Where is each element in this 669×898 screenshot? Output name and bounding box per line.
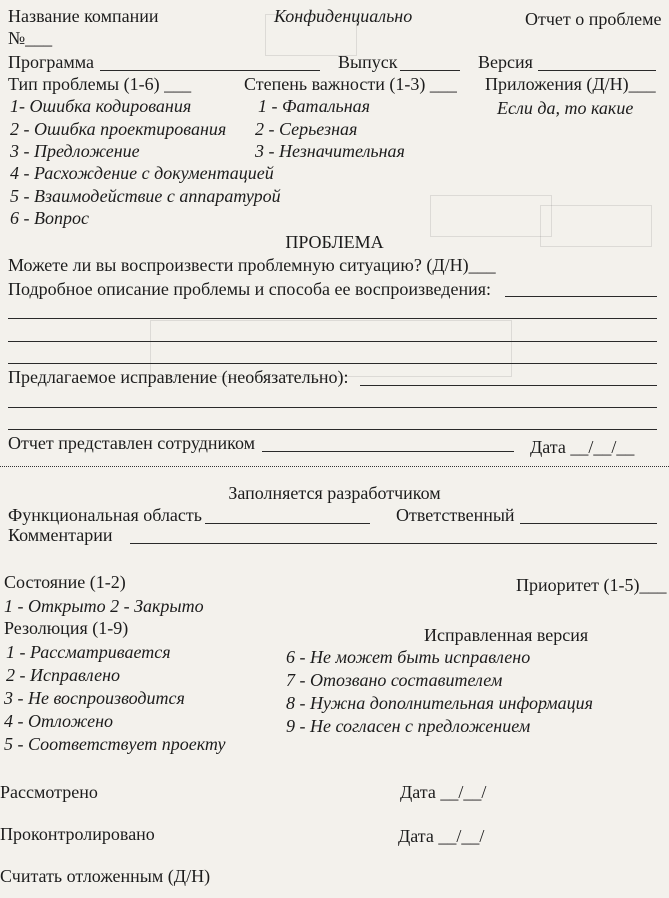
resolution-option: 1 - Рассматривается (6, 642, 171, 662)
problem-type-option: 6 - Вопрос (10, 208, 89, 228)
attachments-note: Если да, то какие (497, 98, 634, 118)
functional-area-label: Функциональная область (8, 505, 202, 525)
responsible-label: Ответственный (396, 505, 515, 525)
state-options: 1 - Открыто 2 - Закрыто (4, 596, 204, 616)
bleed-through-box (430, 195, 552, 237)
resolution-option: 5 - Соответствует проекту (4, 734, 226, 754)
reviewed-label: Рассмотрено (0, 782, 98, 802)
resolution-option: 2 - Исправлено (6, 665, 121, 685)
report-number-label: №___ (8, 28, 53, 48)
description-field-line[interactable] (8, 341, 657, 342)
description-label: Подробное описание проблемы и способа ее воспроизведения: (8, 279, 492, 299)
submitted-by-label: Отчет представлен сотрудником (8, 433, 256, 453)
severity-option: 1 - Фатальная (258, 96, 371, 116)
comments-field[interactable] (130, 543, 657, 544)
functional-area-field[interactable] (205, 523, 370, 524)
reproduce-question: Можете ли вы воспроизвести проблемную ситуацию? (Д/Н)___ (8, 255, 496, 275)
severity-option: 3 - Незначительная (255, 141, 405, 161)
developer-heading: Заполняется разработчиком (228, 483, 441, 503)
resolution-option: 4 - Отложено (4, 711, 114, 731)
description-field-line[interactable] (8, 318, 657, 319)
resolution-option: 3 - Не воспроизводится (4, 688, 185, 708)
checked-label: Проконтролировано (0, 824, 155, 844)
program-label: Программа (8, 52, 95, 72)
confidential-label: Конфиденциально (274, 6, 413, 26)
resolution-option: 6 - Не может быть исправлено (286, 647, 531, 667)
release-label: Выпуск (338, 52, 398, 72)
responsible-field[interactable] (520, 523, 657, 524)
suggested-fix-label: Предлагаемое исправление (необязательно): (8, 367, 349, 387)
company-name-label: Название компании (8, 6, 159, 26)
state-label: Состояние (1-2) (4, 572, 126, 592)
version-field[interactable] (538, 70, 656, 71)
submitted-date: Дата __/__/__ (530, 437, 635, 457)
problem-type-option: 4 - Расхождение с документацией (10, 163, 274, 183)
severity-label: Степень важности (1-3) ___ (244, 74, 457, 94)
priority-label: Приоритет (1-5)___ (516, 575, 667, 595)
attachments-label: Приложения (Д/Н)___ (485, 74, 656, 94)
deferred-label: Считать отложенным (Д/Н) (0, 866, 211, 886)
problem-type-option: 3 - Предложение (10, 141, 140, 161)
fixed-version-label: Исправленная версия (424, 625, 589, 645)
resolution-option: 8 - Нужна дополнительная информация (286, 693, 593, 713)
description-field-line[interactable] (8, 363, 657, 364)
submitted-by-field[interactable] (262, 451, 514, 452)
section-divider (0, 466, 669, 467)
checked-date: Дата __/__/ (398, 826, 485, 846)
release-field[interactable] (400, 70, 460, 71)
suggested-fix-field-line[interactable] (360, 385, 657, 386)
suggested-fix-field-line[interactable] (8, 429, 657, 430)
problem-type-option: 2 - Ошибка проектирования (10, 119, 227, 139)
resolution-option: 9 - Не согласен с предложением (286, 716, 531, 736)
description-field-line[interactable] (505, 296, 657, 297)
reviewed-date: Дата __/__/ (400, 782, 487, 802)
severity-option: 2 - Серьезная (255, 119, 358, 139)
resolution-option: 7 - Отозвано составителем (286, 670, 503, 690)
problem-type-option: 1- Ошибка кодирования (10, 96, 192, 116)
comments-label: Комментарии (8, 525, 113, 545)
problem-type-option: 5 - Взаимодействие с аппаратурой (10, 186, 281, 206)
resolution-label: Резолюция (1-9) (4, 618, 129, 638)
version-label: Версия (478, 52, 533, 72)
problem-heading: ПРОБЛЕМА (285, 232, 384, 252)
report-title: Отчет о проблеме (525, 9, 662, 29)
program-field[interactable] (100, 70, 320, 71)
problem-type-label: Тип проблемы (1-6) ___ (8, 74, 192, 94)
suggested-fix-field-line[interactable] (8, 407, 657, 408)
